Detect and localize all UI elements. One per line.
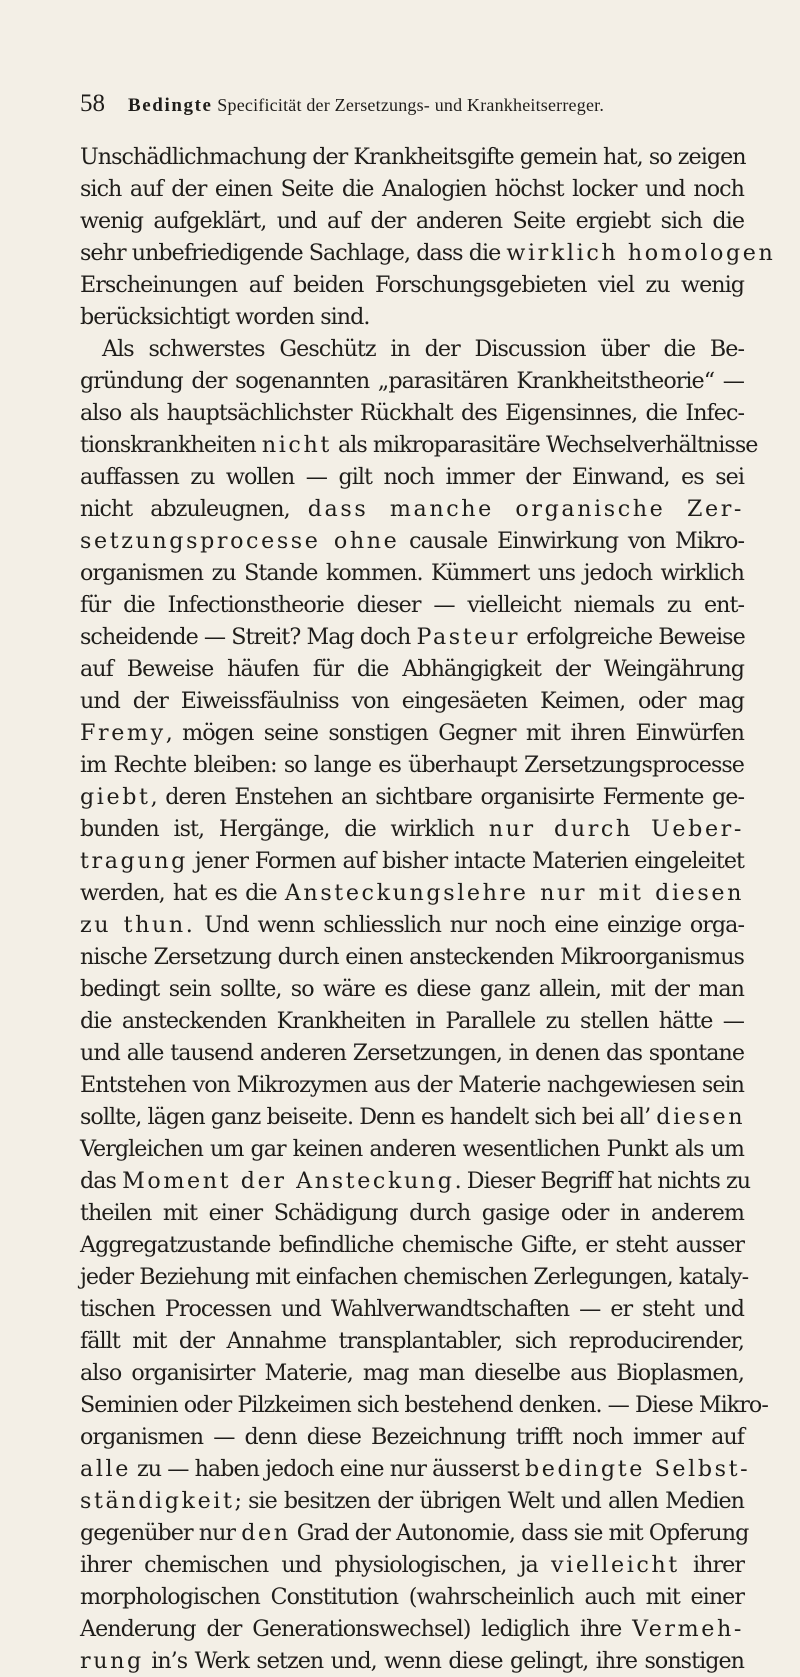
text-run: tionskrankheiten [80,432,262,458]
text-run: Entstehen von Mikrozymen aus der Materie nachgewiesen sein [80,1072,744,1098]
text-run: , deren Enstehen an sichtbare organisirte Fermente ge- [150,784,744,810]
text-run: die ansteckenden Krankheiten in Parallele zu stellen hätte — [80,1008,744,1034]
spaced-emphasis: nur durch Ueber- [488,816,744,842]
text-line [80,237,776,269]
spaced-emphasis: nicht [261,432,332,458]
text-run: jener Formen auf bisher intacte Materien eingeleitet [187,848,744,874]
text-run: ihrer chemischen und physiologischen, ja [80,1552,552,1578]
spaced-emphasis: Moment der Ansteckung [122,1168,455,1194]
text-run: organismen zu Stande kommen. Kümmert uns jedoch wirklich [80,560,744,586]
text-line [80,1165,751,1197]
text-line [80,1197,744,1229]
text-run: und der Eiweissfäulniss von eingesäeten Keimen, oder mag [80,688,744,714]
text-run: morphologischen Constitution (wahrscheinlich auch mit einer [80,1584,744,1610]
text-line [80,1229,744,1261]
spaced-emphasis: vielleicht [551,1552,680,1578]
text-line [80,1613,744,1645]
text-line [80,813,744,845]
text-run: werden, hat es die [80,880,285,906]
text-run: im Rechte bleiben: so lange es überhaupt Zersetzungsprocesse [80,752,744,778]
text-line [80,493,744,525]
text-line [80,1261,749,1293]
running-head [80,90,740,120]
spaced-emphasis: Fremy [80,720,166,746]
text-run: Grad der Autonomie, dass sie mit Opferung [290,1520,749,1546]
spaced-emphasis: zu thun. [80,912,196,938]
text-line [80,973,744,1005]
text-run: tischen Processen und Wahlverwandtschaften — er steht und [80,1296,744,1322]
spaced-emphasis: ständigkeit [80,1488,235,1514]
text-line [80,429,758,461]
text-run: gegenüber nur [80,1520,242,1546]
text-line [80,525,744,557]
text-run: causale Einwirkung von Mikro- [399,528,745,554]
text-run: auf Beweise häufen für die Abhängigkeit der Weingährung [80,656,744,682]
text-run: bunden ist, Hergänge, die wirklich [80,816,489,842]
text-run: sehr unbefriedigende Sachlage, dass die [80,240,507,266]
spaced-emphasis: setzungsprocesse ohne [80,528,400,554]
text-run: ; sie besitzen der übrigen Welt und allen Medien [234,1488,744,1514]
text-run: theilen mit einer Schädigung durch gasige oder in anderem [80,1200,744,1226]
text-line [80,1389,768,1421]
text-run: Seminien oder Pilzkeimen sich bestehend denken. — Diese Mikro- [80,1392,768,1418]
text-run: sich auf der einen Seite die Analogien höchst locker und noch [80,176,744,202]
spaced-emphasis: bedingte Selbst- [524,1456,751,1482]
text-run: in’s Werk setzen und, wenn diese gelingt, ihre sonstigen [143,1648,744,1674]
text-run: fällt mit der Annahme transplantabler, sich reproducirender, [80,1328,744,1354]
text-line [80,1101,744,1133]
text-line [80,173,744,205]
text-line [80,1645,744,1677]
text-line [80,1485,744,1517]
text-run: Aenderung der Generationswechsel) lediglich ihre [80,1616,633,1642]
spaced-emphasis: dass manche organische Zer- [307,496,744,522]
text-run: berücksichtigt worden sind. [80,304,370,330]
text-line [80,365,744,397]
body-text [80,141,776,1677]
spaced-emphasis: Ansteckungslehre nur mit diesen [284,880,744,906]
text-run: , mögen seine sonstigen Gegner mit ihren Einwürfen [165,720,744,746]
text-line [80,205,744,237]
text-run: scheidende — Streit? Mag doch [80,624,417,650]
text-run: nische Zersetzung durch einen ansteckenden Mikroorganismus [80,944,744,970]
spaced-emphasis: Vermeh- [632,1616,744,1642]
text-run: organismen — denn diese Bezeichnung trifft noch immer auf [80,1424,744,1450]
text-run: . Dieser Begriff hat nichts zu [454,1168,751,1194]
spaced-emphasis: diesen [656,1104,746,1130]
text-run: wenig aufgeklärt, und auf der anderen Seite ergiebt sich die [80,208,744,234]
text-run: Unschädlichmachung der Krankheitsgifte gemein hat, so zeigen [80,144,746,170]
text-line [80,589,744,621]
text-run: also als hauptsächlichster Rückhalt des Eigensinnes, die Infec- [80,400,744,426]
text-line [80,653,744,685]
spaced-emphasis: giebt [80,784,151,810]
text-line [80,269,744,301]
text-run: für die Infectionstheorie dieser — vielleicht niemals zu ent- [80,592,744,618]
text-line [80,941,744,973]
spaced-emphasis: rung [80,1648,144,1674]
text-run: jeder Beziehung mit einfachen chemischen Zerlegungen, kataly- [80,1264,749,1290]
text-line [80,333,744,365]
text-run: ihrer [679,1552,744,1578]
text-line [80,685,744,717]
text-line [80,1005,744,1037]
text-line [80,717,744,749]
spaced-emphasis: den [241,1520,291,1546]
text-run: als mikroparasitäre Wechselverhältnisse [331,432,758,458]
text-line [80,1357,744,1389]
text-line [80,749,744,781]
text-line [80,621,744,653]
text-line [80,301,744,333]
spaced-emphasis: Pasteur [416,624,521,650]
text-line [80,1133,744,1165]
text-run: erfolgreiche Beweise [520,624,745,650]
text-run: Erscheinungen auf beiden Forschungsgebieten viel zu wenig [80,272,744,298]
text-line [80,141,744,173]
text-line [80,909,744,941]
text-line [80,1453,751,1485]
text-line [80,557,744,589]
text-run: gründung der sogenannten „parasitären Krankheitstheorie“ — [80,368,744,394]
text-line [80,845,744,877]
text-run: nicht abzuleugnen, [80,496,308,522]
text-run: sollte, lägen ganz beiseite. Denn es handelt sich bei all’ [80,1104,657,1130]
text-run: Vergleichen um gar keinen anderen wesentlichen Punkt als um [80,1136,744,1162]
text-line [80,1293,744,1325]
text-run: Aggregatzustande befindliche chemische Gifte, er steht ausser [80,1232,744,1258]
text-run: und alle tausend anderen Zersetzungen, in denen das spontane [80,1040,744,1066]
page-number: 58 [80,90,105,117]
text-line [80,397,744,429]
text-run: bedingt sein sollte, so wäre es diese ganz allein, mit der man [80,976,744,1002]
text-run: zu — haben jedoch eine nur äusserst [130,1456,525,1482]
running-head-title: Specificität der Zersetzungs- und Krankheitserreger. [212,95,605,115]
text-line [80,1325,744,1357]
text-line [80,1581,744,1613]
text-run: Und wenn schliesslich nur noch eine einzige orga- [195,912,744,938]
running-head-emphasis: Bedingte [128,95,213,116]
text-line [80,877,744,909]
text-line [80,461,744,493]
text-line [80,1517,749,1549]
spaced-emphasis: tragung [80,848,188,874]
spaced-emphasis: alle [80,1456,131,1482]
text-line [80,1549,744,1581]
text-run: Als schwerstes Geschütz in der Discussion über die Be- [102,336,744,362]
text-line [80,1069,744,1101]
text-run: auffassen zu wollen — gilt noch immer der Einwand, es sei [80,464,744,490]
text-run: also organisirter Materie, mag man dieselbe aus Bioplasmen, [80,1360,744,1386]
text-run: das [80,1168,123,1194]
spaced-emphasis: wirklich homologen [506,240,776,266]
text-line [80,1421,744,1453]
text-line [80,781,744,813]
text-line [80,1037,744,1069]
